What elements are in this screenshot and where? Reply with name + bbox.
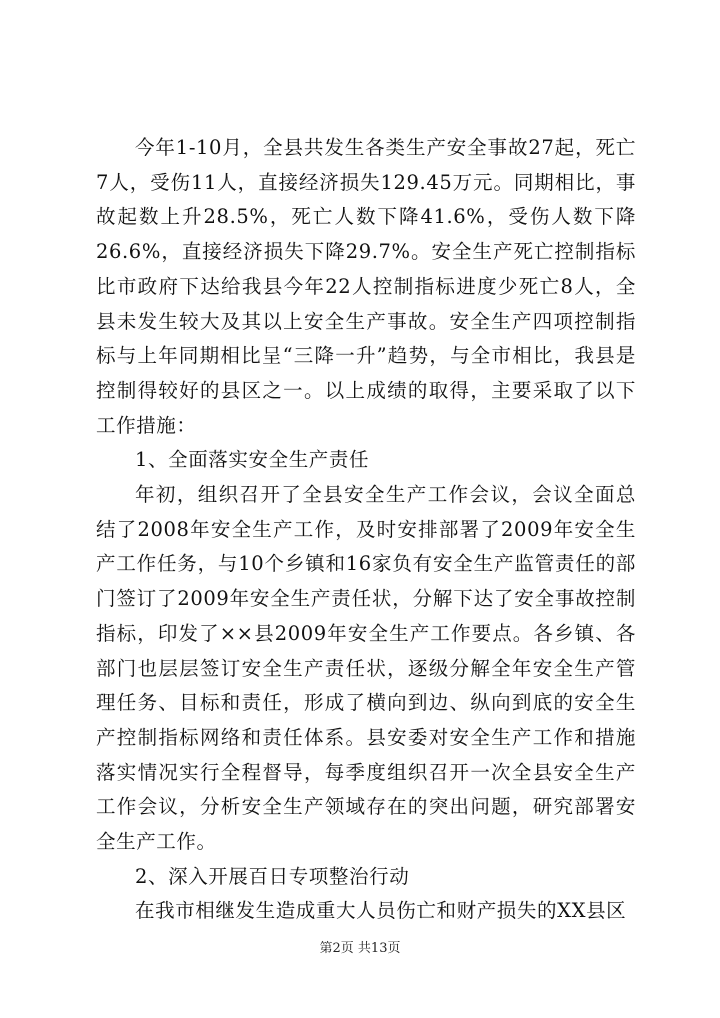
section-heading-1: 1、全面落实安全生产责任 [135, 448, 370, 472]
page-footer: 第2页 共13页 [319, 941, 401, 956]
paragraph-rectification: 在我市相继发生造成重大人员伤亡和财产损失的XX县区 [135, 899, 627, 923]
document-body [96, 131, 636, 929]
paragraph-responsibility: 年初，组织召开了全县安全生产工作会议，会议全面总结了2008年安全生产工作，及时安排部署了2009年安全生产工作任务，与10个乡镇和16家负有安全生产监管责任的部门签订了2009年安全生产责任状，分解下达了安全事故控制指标，印发了××县2009年安全生产工作要点。各乡镇、各部门也层层签订安全生产责任状，逐级分解全年安全生产管理任务、目标和责任，形成了横向到边、纵向到底的安全生产控制指标网络和责任体系。县安委对安全生产工作和措施落实情况实行全程督导，每季度组织召开一次全县安全生产工作会议，分析安全生产领域存在的突出问题，研究部署安全生产工作。 [96, 483, 636, 854]
paragraph-summary: 今年1-10月，全县共发生各类生产安全事故27起，死亡7人，受伤11人，直接经济损失129.45万元。同期相比，事故起数上升28.5%，死亡人数下降41.6%，受伤人数下降26.6%，直接经济损失下降29.7%。安全生产死亡控制指标比市政府下达给我县今年22人控制指标进度少死亡8人，全县未发生较大及其以上安全生产事故。安全生产四项控制指标与上年同期相比呈“三降一升”趋势，与全市相比，我县是控制得较好的县区之一。以上成绩的取得，主要采取了以下工作措施： [96, 136, 636, 437]
section-heading-2: 2、深入开展百日专项整治行动 [135, 864, 410, 888]
